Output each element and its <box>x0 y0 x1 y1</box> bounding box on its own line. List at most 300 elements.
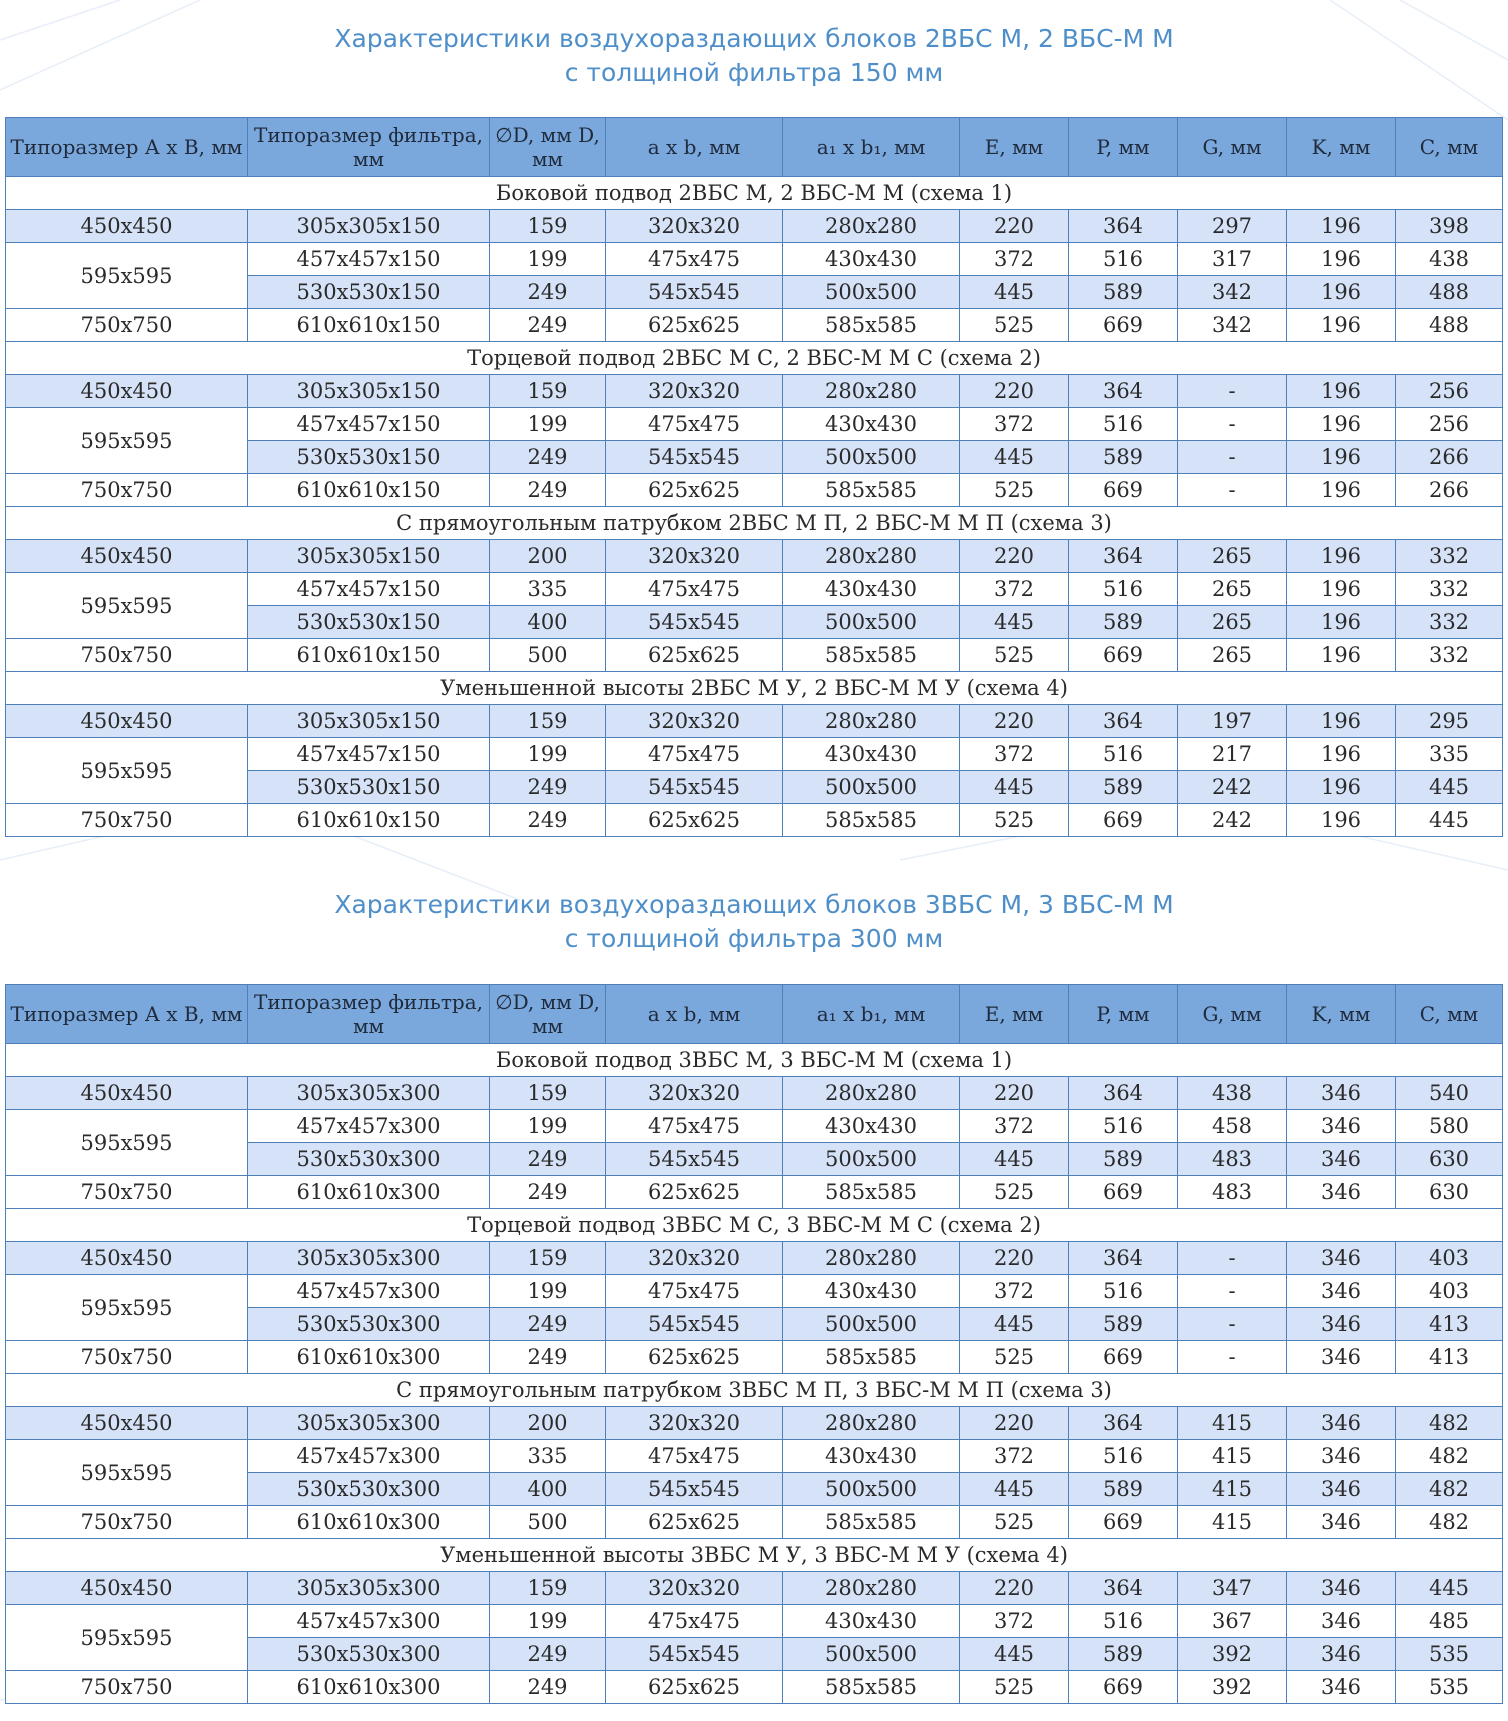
value-cell: 525 <box>960 639 1069 672</box>
size-cell: 750x750 <box>6 1341 248 1374</box>
value-cell: 242 <box>1178 771 1287 804</box>
value-cell: 445 <box>960 771 1069 804</box>
value-cell: 516 <box>1069 1275 1178 1308</box>
value-cell: 430x430 <box>783 1440 960 1473</box>
value-cell: 342 <box>1178 276 1287 309</box>
value-cell: 540 <box>1396 1077 1503 1110</box>
value-cell: 220 <box>960 1242 1069 1275</box>
value-cell: 516 <box>1069 1110 1178 1143</box>
value-cell: 413 <box>1396 1308 1503 1341</box>
value-cell: 305x305x300 <box>248 1077 490 1110</box>
value-cell: 445 <box>960 1473 1069 1506</box>
value-cell: 585x585 <box>783 309 960 342</box>
col-header: ∅D, мм D, мм <box>490 985 606 1044</box>
size-cell: 595x595 <box>6 1440 248 1506</box>
value-cell: 280x280 <box>783 375 960 408</box>
value-cell: 516 <box>1069 408 1178 441</box>
value-cell: 445 <box>960 1308 1069 1341</box>
value-cell: 430x430 <box>783 1110 960 1143</box>
value-cell: 530x530x150 <box>248 276 490 309</box>
value-cell: 196 <box>1287 804 1396 837</box>
value-cell: 332 <box>1396 573 1503 606</box>
value-cell: 372 <box>960 738 1069 771</box>
value-cell: 589 <box>1069 1638 1178 1671</box>
value-cell: 346 <box>1287 1143 1396 1176</box>
size-cell: 750x750 <box>6 804 248 837</box>
value-cell: 482 <box>1396 1407 1503 1440</box>
value-cell: 305x305x300 <box>248 1242 490 1275</box>
value-cell: 610x610x300 <box>248 1176 490 1209</box>
value-cell: 669 <box>1069 1506 1178 1539</box>
size-cell: 595x595 <box>6 408 248 474</box>
value-cell: 280x280 <box>783 210 960 243</box>
value-cell: 585x585 <box>783 1341 960 1374</box>
col-header: P, мм <box>1069 985 1178 1044</box>
size-cell: 750x750 <box>6 639 248 672</box>
value-cell: 249 <box>490 1638 606 1671</box>
col-header: G, мм <box>1178 118 1287 177</box>
value-cell: 320x320 <box>606 540 783 573</box>
value-cell: 346 <box>1287 1506 1396 1539</box>
value-cell: 256 <box>1396 408 1503 441</box>
value-cell: 625x625 <box>606 1341 783 1374</box>
value-cell: - <box>1178 1242 1287 1275</box>
value-cell: 220 <box>960 1407 1069 1440</box>
value-cell: 589 <box>1069 771 1178 804</box>
value-cell: 669 <box>1069 1341 1178 1374</box>
size-cell: 450x450 <box>6 540 248 573</box>
value-cell: 625x625 <box>606 309 783 342</box>
value-cell: 346 <box>1287 1407 1396 1440</box>
value-cell: 372 <box>960 1275 1069 1308</box>
value-cell: 346 <box>1287 1671 1396 1704</box>
value-cell: 589 <box>1069 441 1178 474</box>
value-cell: 280x280 <box>783 1077 960 1110</box>
size-cell: 750x750 <box>6 1176 248 1209</box>
value-cell: 458 <box>1178 1110 1287 1143</box>
value-cell: 332 <box>1396 540 1503 573</box>
size-cell: 595x595 <box>6 1605 248 1671</box>
value-cell: 400 <box>490 606 606 639</box>
col-header: Типоразмер фильтра, мм <box>248 985 490 1044</box>
value-cell: 475x475 <box>606 738 783 771</box>
group-header-row <box>6 177 1503 210</box>
size-cell: 595x595 <box>6 573 248 639</box>
value-cell: 475x475 <box>606 408 783 441</box>
value-cell: - <box>1178 1341 1287 1374</box>
size-cell: 450x450 <box>6 210 248 243</box>
value-cell: 585x585 <box>783 1671 960 1704</box>
group-header-row <box>6 1374 1503 1407</box>
value-cell: 335 <box>490 1440 606 1473</box>
value-cell: 392 <box>1178 1671 1287 1704</box>
table-row <box>6 474 1503 507</box>
value-cell: 249 <box>490 309 606 342</box>
value-cell: 457x457x150 <box>248 573 490 606</box>
value-cell: 320x320 <box>606 1572 783 1605</box>
value-cell: 625x625 <box>606 639 783 672</box>
table-row <box>6 243 1503 276</box>
value-cell: 415 <box>1178 1506 1287 1539</box>
table-row <box>6 1440 1503 1473</box>
value-cell: 196 <box>1287 309 1396 342</box>
group-label: Торцевой подвод 3ВБС М С, 3 ВБС-М М С (схема 2) <box>6 1209 1503 1242</box>
table-row <box>6 1506 1503 1539</box>
value-cell: 482 <box>1396 1440 1503 1473</box>
value-cell: 445 <box>1396 804 1503 837</box>
value-cell: 346 <box>1287 1110 1396 1143</box>
value-cell: 196 <box>1287 210 1396 243</box>
col-header: a₁ x b₁, мм <box>783 985 960 1044</box>
value-cell: 364 <box>1069 1242 1178 1275</box>
value-cell: 197 <box>1178 705 1287 738</box>
value-cell: 372 <box>960 243 1069 276</box>
value-cell: 610x610x300 <box>248 1341 490 1374</box>
value-cell: 500 <box>490 1506 606 1539</box>
value-cell: 589 <box>1069 1308 1178 1341</box>
value-cell: 585x585 <box>783 474 960 507</box>
value-cell: 320x320 <box>606 1077 783 1110</box>
value-cell: 317 <box>1178 243 1287 276</box>
value-cell: 545x545 <box>606 1308 783 1341</box>
size-cell: 595x595 <box>6 738 248 804</box>
value-cell: 347 <box>1178 1572 1287 1605</box>
value-cell: 485 <box>1396 1605 1503 1638</box>
table-row <box>6 1341 1503 1374</box>
value-cell: 305x305x300 <box>248 1407 490 1440</box>
value-cell: 199 <box>490 1275 606 1308</box>
size-cell: 750x750 <box>6 1671 248 1704</box>
value-cell: 256 <box>1396 375 1503 408</box>
value-cell: 488 <box>1396 276 1503 309</box>
value-cell: 320x320 <box>606 210 783 243</box>
value-cell: 364 <box>1069 1077 1178 1110</box>
value-cell: 196 <box>1287 738 1396 771</box>
value-cell: 669 <box>1069 1176 1178 1209</box>
value-cell: 669 <box>1069 474 1178 507</box>
value-cell: - <box>1178 1275 1287 1308</box>
group-label: Боковой подвод 3ВБС М, 3 ВБС-М М (схема 1) <box>6 1044 1503 1077</box>
group-header-row <box>6 507 1503 540</box>
value-cell: 438 <box>1396 243 1503 276</box>
value-cell: 610x610x150 <box>248 474 490 507</box>
value-cell: 545x545 <box>606 276 783 309</box>
value-cell: 159 <box>490 1572 606 1605</box>
title-line-2: с толщиной фильтра 150 мм <box>564 58 944 87</box>
col-header: E, мм <box>960 118 1069 177</box>
value-cell: - <box>1178 375 1287 408</box>
value-cell: 364 <box>1069 1407 1178 1440</box>
value-cell: 346 <box>1287 1308 1396 1341</box>
value-cell: 445 <box>1396 1572 1503 1605</box>
value-cell: 500 <box>490 639 606 672</box>
value-cell: 625x625 <box>606 474 783 507</box>
size-cell: 750x750 <box>6 474 248 507</box>
value-cell: 475x475 <box>606 1605 783 1638</box>
table-row <box>6 375 1503 408</box>
value-cell: 196 <box>1287 573 1396 606</box>
value-cell: 475x475 <box>606 573 783 606</box>
value-cell: 500x500 <box>783 276 960 309</box>
value-cell: 249 <box>490 474 606 507</box>
value-cell: 346 <box>1287 1572 1396 1605</box>
value-cell: 610x610x300 <box>248 1506 490 1539</box>
value-cell: 364 <box>1069 705 1178 738</box>
group-label: Торцевой подвод 2ВБС М С, 2 ВБС-М М С (схема 2) <box>6 342 1503 375</box>
value-cell: 530x530x150 <box>248 441 490 474</box>
value-cell: 438 <box>1178 1077 1287 1110</box>
value-cell: 159 <box>490 1242 606 1275</box>
value-cell: 220 <box>960 1572 1069 1605</box>
value-cell: 242 <box>1178 804 1287 837</box>
col-header: a₁ x b₁, мм <box>783 118 960 177</box>
value-cell: 430x430 <box>783 408 960 441</box>
value-cell: 430x430 <box>783 573 960 606</box>
value-cell: 430x430 <box>783 243 960 276</box>
table-row <box>6 408 1503 441</box>
value-cell: 430x430 <box>783 1275 960 1308</box>
value-cell: 217 <box>1178 738 1287 771</box>
col-header: C, мм <box>1396 985 1503 1044</box>
value-cell: 530x530x300 <box>248 1143 490 1176</box>
value-cell: 346 <box>1287 1638 1396 1671</box>
value-cell: 346 <box>1287 1605 1396 1638</box>
value-cell: 372 <box>960 408 1069 441</box>
table-row <box>6 804 1503 837</box>
value-cell: 516 <box>1069 738 1178 771</box>
section-title <box>0 22 1508 90</box>
value-cell: 585x585 <box>783 1176 960 1209</box>
value-cell: 346 <box>1287 1242 1396 1275</box>
value-cell: 159 <box>490 210 606 243</box>
value-cell: 545x545 <box>606 1638 783 1671</box>
value-cell: 196 <box>1287 771 1396 804</box>
value-cell: 305x305x150 <box>248 540 490 573</box>
value-cell: 589 <box>1069 1143 1178 1176</box>
title-line-1: Характеристики воздухораздающих блоков 3ВБС М, 3 ВБС-М М <box>334 890 1174 919</box>
value-cell: 280x280 <box>783 1242 960 1275</box>
value-cell: 610x610x150 <box>248 804 490 837</box>
section-2vbs <box>0 22 1508 837</box>
size-cell: 750x750 <box>6 1506 248 1539</box>
value-cell: 610x610x150 <box>248 639 490 672</box>
value-cell: 516 <box>1069 573 1178 606</box>
value-cell: 364 <box>1069 540 1178 573</box>
value-cell: 196 <box>1287 606 1396 639</box>
size-cell: 450x450 <box>6 1242 248 1275</box>
value-cell: 415 <box>1178 1407 1287 1440</box>
value-cell: 265 <box>1178 573 1287 606</box>
value-cell: 372 <box>960 573 1069 606</box>
value-cell: 220 <box>960 210 1069 243</box>
value-cell: 403 <box>1396 1275 1503 1308</box>
value-cell: 320x320 <box>606 1407 783 1440</box>
value-cell: 669 <box>1069 309 1178 342</box>
value-cell: 346 <box>1287 1176 1396 1209</box>
value-cell: 500x500 <box>783 1473 960 1506</box>
value-cell: 297 <box>1178 210 1287 243</box>
size-cell: 450x450 <box>6 1077 248 1110</box>
value-cell: 159 <box>490 375 606 408</box>
size-cell: 595x595 <box>6 1275 248 1341</box>
value-cell: 457x457x150 <box>248 243 490 276</box>
value-cell: 196 <box>1287 639 1396 672</box>
value-cell: 305x305x150 <box>248 210 490 243</box>
value-cell: 530x530x300 <box>248 1473 490 1506</box>
value-cell: 159 <box>490 1077 606 1110</box>
table-row <box>6 738 1503 771</box>
value-cell: 530x530x150 <box>248 606 490 639</box>
value-cell: 249 <box>490 1176 606 1209</box>
value-cell: 475x475 <box>606 1275 783 1308</box>
value-cell: 415 <box>1178 1473 1287 1506</box>
value-cell: 585x585 <box>783 804 960 837</box>
value-cell: 589 <box>1069 1473 1178 1506</box>
value-cell: 580 <box>1396 1110 1503 1143</box>
value-cell: 249 <box>490 1671 606 1704</box>
col-header: K, мм <box>1287 985 1396 1044</box>
value-cell: 265 <box>1178 639 1287 672</box>
value-cell: 500x500 <box>783 441 960 474</box>
value-cell: 249 <box>490 1341 606 1374</box>
value-cell: 525 <box>960 1341 1069 1374</box>
value-cell: 525 <box>960 804 1069 837</box>
value-cell: 320x320 <box>606 1242 783 1275</box>
value-cell: 372 <box>960 1440 1069 1473</box>
value-cell: 335 <box>490 573 606 606</box>
value-cell: 545x545 <box>606 1473 783 1506</box>
value-cell: - <box>1178 474 1287 507</box>
header-row <box>6 985 1503 1044</box>
header-row <box>6 118 1503 177</box>
value-cell: 346 <box>1287 1077 1396 1110</box>
value-cell: 199 <box>490 1110 606 1143</box>
title-line-1: Характеристики воздухораздающих блоков 2ВБС М, 2 ВБС-М М <box>334 24 1174 53</box>
value-cell: 500x500 <box>783 606 960 639</box>
value-cell: 475x475 <box>606 1110 783 1143</box>
table-row <box>6 1275 1503 1308</box>
value-cell: 249 <box>490 1308 606 1341</box>
value-cell: 196 <box>1287 540 1396 573</box>
value-cell: 200 <box>490 1407 606 1440</box>
group-header-row <box>6 1209 1503 1242</box>
value-cell: 516 <box>1069 1605 1178 1638</box>
value-cell: 305x305x300 <box>248 1572 490 1605</box>
value-cell: 500x500 <box>783 771 960 804</box>
table-row <box>6 210 1503 243</box>
value-cell: 332 <box>1396 639 1503 672</box>
value-cell: 346 <box>1287 1341 1396 1374</box>
col-header: Типоразмер фильтра, мм <box>248 118 490 177</box>
table-row <box>6 1110 1503 1143</box>
value-cell: 535 <box>1396 1638 1503 1671</box>
value-cell: 266 <box>1396 441 1503 474</box>
value-cell: 589 <box>1069 276 1178 309</box>
value-cell: 364 <box>1069 375 1178 408</box>
value-cell: 669 <box>1069 1671 1178 1704</box>
size-cell: 450x450 <box>6 1407 248 1440</box>
value-cell: 525 <box>960 309 1069 342</box>
value-cell: 342 <box>1178 309 1287 342</box>
group-label: С прямоугольным патрубком 2ВБС М П, 2 ВБС-М М П (схема 3) <box>6 507 1503 540</box>
value-cell: 545x545 <box>606 441 783 474</box>
title-line-2: с толщиной фильтра 300 мм <box>564 924 944 953</box>
col-header: a x b, мм <box>606 118 783 177</box>
value-cell: 545x545 <box>606 606 783 639</box>
value-cell: 196 <box>1287 375 1396 408</box>
table-row <box>6 1176 1503 1209</box>
value-cell: 199 <box>490 243 606 276</box>
value-cell: 265 <box>1178 540 1287 573</box>
table-row <box>6 639 1503 672</box>
value-cell: 305x305x150 <box>248 375 490 408</box>
value-cell: 199 <box>490 408 606 441</box>
size-cell: 450x450 <box>6 705 248 738</box>
table-row <box>6 1077 1503 1110</box>
value-cell: 196 <box>1287 705 1396 738</box>
value-cell: 669 <box>1069 639 1178 672</box>
value-cell: 457x457x300 <box>248 1110 490 1143</box>
value-cell: 200 <box>490 540 606 573</box>
value-cell: 525 <box>960 474 1069 507</box>
value-cell: 630 <box>1396 1143 1503 1176</box>
value-cell: - <box>1178 441 1287 474</box>
value-cell: 280x280 <box>783 1407 960 1440</box>
col-header: Типоразмер А х В, мм <box>6 118 248 177</box>
size-cell: 595x595 <box>6 1110 248 1176</box>
col-header: K, мм <box>1287 118 1396 177</box>
value-cell: 249 <box>490 804 606 837</box>
table-row <box>6 1572 1503 1605</box>
value-cell: 196 <box>1287 408 1396 441</box>
table-row <box>6 309 1503 342</box>
value-cell: 196 <box>1287 474 1396 507</box>
value-cell: 280x280 <box>783 705 960 738</box>
value-cell: 249 <box>490 276 606 309</box>
section-3vbs <box>0 888 1508 1704</box>
value-cell: 280x280 <box>783 540 960 573</box>
value-cell: 630 <box>1396 1176 1503 1209</box>
value-cell: 475x475 <box>606 1440 783 1473</box>
value-cell: 625x625 <box>606 804 783 837</box>
value-cell: 457x457x300 <box>248 1440 490 1473</box>
table-row <box>6 1605 1503 1638</box>
value-cell: 500x500 <box>783 1143 960 1176</box>
group-label: Боковой подвод 2ВБС М, 2 ВБС-М М (схема 1) <box>6 177 1503 210</box>
value-cell: 159 <box>490 705 606 738</box>
value-cell: 249 <box>490 771 606 804</box>
value-cell: 516 <box>1069 243 1178 276</box>
group-header-row <box>6 1539 1503 1572</box>
value-cell: 516 <box>1069 1440 1178 1473</box>
group-header-row <box>6 342 1503 375</box>
value-cell: 525 <box>960 1176 1069 1209</box>
spec-table-2vbs <box>5 117 1503 837</box>
value-cell: 589 <box>1069 606 1178 639</box>
value-cell: 249 <box>490 1143 606 1176</box>
value-cell: 610x610x300 <box>248 1671 490 1704</box>
value-cell: 430x430 <box>783 738 960 771</box>
col-header: P, мм <box>1069 118 1178 177</box>
section-title <box>0 888 1508 956</box>
value-cell: 625x625 <box>606 1176 783 1209</box>
value-cell: 220 <box>960 375 1069 408</box>
value-cell: 483 <box>1178 1176 1287 1209</box>
value-cell: 332 <box>1396 606 1503 639</box>
value-cell: 625x625 <box>606 1506 783 1539</box>
value-cell: 457x457x300 <box>248 1275 490 1308</box>
value-cell: 500x500 <box>783 1638 960 1671</box>
